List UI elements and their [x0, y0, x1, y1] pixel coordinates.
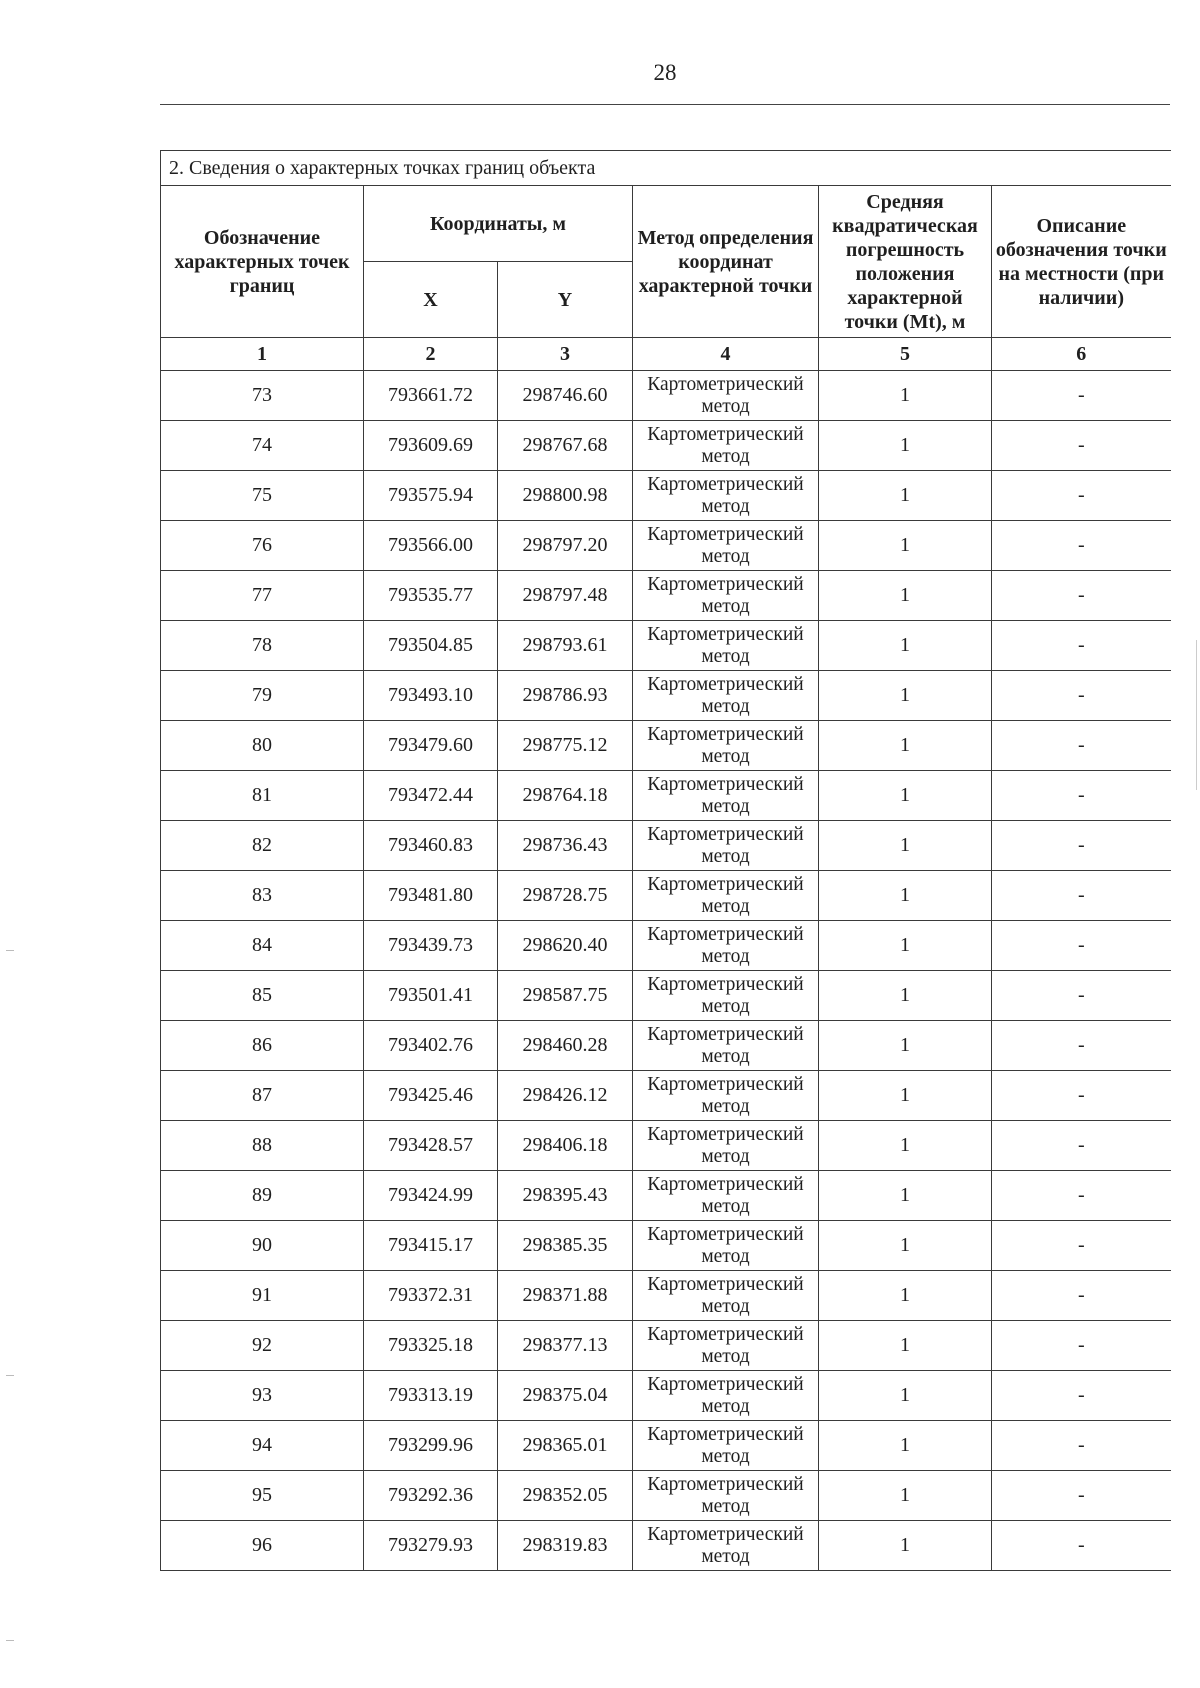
boundary-points-table: [160, 150, 1171, 1571]
point-number-cell: 89: [161, 1171, 364, 1221]
table-row: [161, 721, 1171, 771]
y-coordinate-cell: 298764.18: [498, 771, 633, 821]
y-coordinate-cell: 298365.01: [498, 1421, 633, 1471]
method-cell: Картометрический метод: [633, 721, 819, 771]
table-body: [161, 371, 1171, 1571]
point-number-cell: 76: [161, 521, 364, 571]
y-coordinate-cell: 298797.20: [498, 521, 633, 571]
header-designation: Обозначение характерных точек границ: [161, 186, 364, 338]
y-coordinate-cell: 298767.68: [498, 421, 633, 471]
method-cell: Картометрический метод: [633, 621, 819, 671]
point-number-cell: 86: [161, 1021, 364, 1071]
error-cell: 1: [819, 1121, 992, 1171]
x-coordinate-cell: 793479.60: [364, 721, 498, 771]
description-cell: -: [992, 1071, 1171, 1121]
error-cell: 1: [819, 421, 992, 471]
method-cell: Картометрический метод: [633, 1171, 819, 1221]
error-cell: 1: [819, 771, 992, 821]
description-cell: -: [992, 1471, 1171, 1521]
description-cell: -: [992, 421, 1171, 471]
method-cell: Картометрический метод: [633, 571, 819, 621]
x-coordinate-cell: 793566.00: [364, 521, 498, 571]
description-cell: -: [992, 921, 1171, 971]
table-row: [161, 421, 1171, 471]
error-cell: 1: [819, 1321, 992, 1371]
error-cell: 1: [819, 1071, 992, 1121]
method-cell: Картометрический метод: [633, 1421, 819, 1471]
x-coordinate-cell: 793313.19: [364, 1371, 498, 1421]
point-number-cell: 93: [161, 1371, 364, 1421]
header-method: Метод определения координат характерной точки: [633, 186, 819, 338]
error-cell: 1: [819, 821, 992, 871]
x-coordinate-cell: 793428.57: [364, 1121, 498, 1171]
error-cell: 1: [819, 671, 992, 721]
error-cell: 1: [819, 1021, 992, 1071]
description-cell: -: [992, 621, 1171, 671]
x-coordinate-cell: 793325.18: [364, 1321, 498, 1371]
y-coordinate-cell: 298426.12: [498, 1071, 633, 1121]
table-row: [161, 921, 1171, 971]
method-cell: Картометрический метод: [633, 371, 819, 421]
table-row: [161, 621, 1171, 671]
point-number-cell: 91: [161, 1271, 364, 1321]
table-row: [161, 821, 1171, 871]
y-coordinate-cell: 298775.12: [498, 721, 633, 771]
table-row: [161, 671, 1171, 721]
error-cell: 1: [819, 1521, 992, 1571]
table-row: [161, 521, 1171, 571]
method-cell: Картометрический метод: [633, 821, 819, 871]
point-number-cell: 84: [161, 921, 364, 971]
x-coordinate-cell: 793424.99: [364, 1171, 498, 1221]
table-row: [161, 1071, 1171, 1121]
table-row: [161, 1021, 1171, 1071]
x-coordinate-cell: 793504.85: [364, 621, 498, 671]
x-coordinate-cell: 793501.41: [364, 971, 498, 1021]
point-number-cell: 75: [161, 471, 364, 521]
description-cell: -: [992, 371, 1171, 421]
table-row: [161, 471, 1171, 521]
point-number-cell: 78: [161, 621, 364, 671]
y-coordinate-cell: 298728.75: [498, 871, 633, 921]
table-row: [161, 1521, 1171, 1571]
method-cell: Картометрический метод: [633, 1121, 819, 1171]
y-coordinate-cell: 298460.28: [498, 1021, 633, 1071]
point-number-cell: 90: [161, 1221, 364, 1271]
table-row: [161, 971, 1171, 1021]
method-cell: Картометрический метод: [633, 1021, 819, 1071]
y-coordinate-cell: 298371.88: [498, 1271, 633, 1321]
method-cell: Картометрический метод: [633, 1271, 819, 1321]
x-coordinate-cell: 793609.69: [364, 421, 498, 471]
table-row: [161, 1271, 1171, 1321]
column-number: 6: [992, 338, 1171, 371]
boundary-points-table-container: [160, 150, 1170, 1571]
x-coordinate-cell: 793493.10: [364, 671, 498, 721]
description-cell: -: [992, 521, 1171, 571]
error-cell: 1: [819, 1221, 992, 1271]
point-number-cell: 77: [161, 571, 364, 621]
description-cell: -: [992, 1121, 1171, 1171]
error-cell: 1: [819, 971, 992, 1021]
margin-mark: [6, 1375, 14, 1376]
point-number-cell: 95: [161, 1471, 364, 1521]
column-number: 1: [161, 338, 364, 371]
description-cell: -: [992, 871, 1171, 921]
point-number-cell: 87: [161, 1071, 364, 1121]
column-number: 2: [364, 338, 498, 371]
header-error: Средняя квадратическая погрешность положения характерной точки (Mt), м: [819, 186, 992, 338]
y-coordinate-cell: 298736.43: [498, 821, 633, 871]
table-row: [161, 1421, 1171, 1471]
table-row: [161, 1471, 1171, 1521]
error-cell: 1: [819, 521, 992, 571]
point-number-cell: 83: [161, 871, 364, 921]
description-cell: -: [992, 721, 1171, 771]
error-cell: 1: [819, 721, 992, 771]
y-coordinate-cell: 298352.05: [498, 1471, 633, 1521]
header-rule: [160, 104, 1170, 105]
point-number-cell: 88: [161, 1121, 364, 1171]
point-number-cell: 74: [161, 421, 364, 471]
x-coordinate-cell: 793279.93: [364, 1521, 498, 1571]
description-cell: -: [992, 821, 1171, 871]
method-cell: Картометрический метод: [633, 521, 819, 571]
point-number-cell: 73: [161, 371, 364, 421]
y-coordinate-cell: 298377.13: [498, 1321, 633, 1371]
method-cell: Картометрический метод: [633, 771, 819, 821]
description-cell: -: [992, 1221, 1171, 1271]
scan-edge-line: [1196, 640, 1197, 790]
y-coordinate-cell: 298797.48: [498, 571, 633, 621]
error-cell: 1: [819, 1471, 992, 1521]
table-row: [161, 1171, 1171, 1221]
description-cell: -: [992, 971, 1171, 1021]
point-number-cell: 79: [161, 671, 364, 721]
description-cell: -: [992, 1421, 1171, 1471]
x-coordinate-cell: 793439.73: [364, 921, 498, 971]
y-coordinate-cell: 298395.43: [498, 1171, 633, 1221]
description-cell: -: [992, 1371, 1171, 1421]
method-cell: Картометрический метод: [633, 1071, 819, 1121]
header-coordinates: Координаты, м: [364, 186, 633, 262]
table-row: [161, 571, 1171, 621]
table-row: [161, 371, 1171, 421]
x-coordinate-cell: 793661.72: [364, 371, 498, 421]
y-coordinate-cell: 298800.98: [498, 471, 633, 521]
header-description: Описание обозначения точки на местности (при наличии): [992, 186, 1171, 338]
column-number-row: [161, 338, 1171, 371]
table-row: [161, 1221, 1171, 1271]
margin-mark: [6, 950, 14, 951]
description-cell: -: [992, 771, 1171, 821]
error-cell: 1: [819, 371, 992, 421]
method-cell: Картометрический метод: [633, 971, 819, 1021]
method-cell: Картометрический метод: [633, 471, 819, 521]
column-number: 5: [819, 338, 992, 371]
point-number-cell: 96: [161, 1521, 364, 1571]
y-coordinate-cell: 298319.83: [498, 1521, 633, 1571]
page-number: 28: [653, 60, 677, 85]
point-number-cell: 92: [161, 1321, 364, 1371]
table-row: [161, 1371, 1171, 1421]
y-coordinate-cell: 298385.35: [498, 1221, 633, 1271]
x-coordinate-cell: 793460.83: [364, 821, 498, 871]
description-cell: -: [992, 1021, 1171, 1071]
error-cell: 1: [819, 471, 992, 521]
y-coordinate-cell: 298793.61: [498, 621, 633, 671]
method-cell: Картометрический метод: [633, 421, 819, 471]
y-coordinate-cell: 298786.93: [498, 671, 633, 721]
header-y: Y: [498, 262, 633, 338]
x-coordinate-cell: 793535.77: [364, 571, 498, 621]
point-number-cell: 82: [161, 821, 364, 871]
description-cell: -: [992, 1321, 1171, 1371]
x-coordinate-cell: 793299.96: [364, 1421, 498, 1471]
x-coordinate-cell: 793481.80: [364, 871, 498, 921]
method-cell: Картометрический метод: [633, 871, 819, 921]
method-cell: Картометрический метод: [633, 1521, 819, 1571]
y-coordinate-cell: 298620.40: [498, 921, 633, 971]
error-cell: 1: [819, 1421, 992, 1471]
table-row: [161, 771, 1171, 821]
x-coordinate-cell: 793292.36: [364, 1471, 498, 1521]
x-coordinate-cell: 793415.17: [364, 1221, 498, 1271]
error-cell: 1: [819, 921, 992, 971]
error-cell: 1: [819, 871, 992, 921]
x-coordinate-cell: 793425.46: [364, 1071, 498, 1121]
table-row: [161, 1321, 1171, 1371]
error-cell: 1: [819, 571, 992, 621]
description-cell: -: [992, 1171, 1171, 1221]
y-coordinate-cell: 298406.18: [498, 1121, 633, 1171]
y-coordinate-cell: 298746.60: [498, 371, 633, 421]
x-coordinate-cell: 793472.44: [364, 771, 498, 821]
method-cell: Картометрический метод: [633, 1371, 819, 1421]
header-x: X: [364, 262, 498, 338]
error-cell: 1: [819, 621, 992, 671]
table-row: [161, 1121, 1171, 1171]
error-cell: 1: [819, 1371, 992, 1421]
point-number-cell: 94: [161, 1421, 364, 1471]
method-cell: Картометрический метод: [633, 1221, 819, 1271]
point-number-cell: 81: [161, 771, 364, 821]
y-coordinate-cell: 298587.75: [498, 971, 633, 1021]
method-cell: Картометрический метод: [633, 921, 819, 971]
error-cell: 1: [819, 1271, 992, 1321]
description-cell: -: [992, 571, 1171, 621]
method-cell: Картометрический метод: [633, 1471, 819, 1521]
point-number-cell: 85: [161, 971, 364, 1021]
error-cell: 1: [819, 1171, 992, 1221]
description-cell: -: [992, 1271, 1171, 1321]
description-cell: -: [992, 1521, 1171, 1571]
x-coordinate-cell: 793575.94: [364, 471, 498, 521]
point-number-cell: 80: [161, 721, 364, 771]
method-cell: Картометрический метод: [633, 671, 819, 721]
description-cell: -: [992, 471, 1171, 521]
margin-mark: [6, 1640, 14, 1641]
x-coordinate-cell: 793402.76: [364, 1021, 498, 1071]
description-cell: -: [992, 671, 1171, 721]
section-title: 2. Сведения о характерных точках границ объекта: [161, 151, 1171, 186]
method-cell: Картометрический метод: [633, 1321, 819, 1371]
x-coordinate-cell: 793372.31: [364, 1271, 498, 1321]
column-number: 3: [498, 338, 633, 371]
table-row: [161, 871, 1171, 921]
column-number: 4: [633, 338, 819, 371]
y-coordinate-cell: 298375.04: [498, 1371, 633, 1421]
